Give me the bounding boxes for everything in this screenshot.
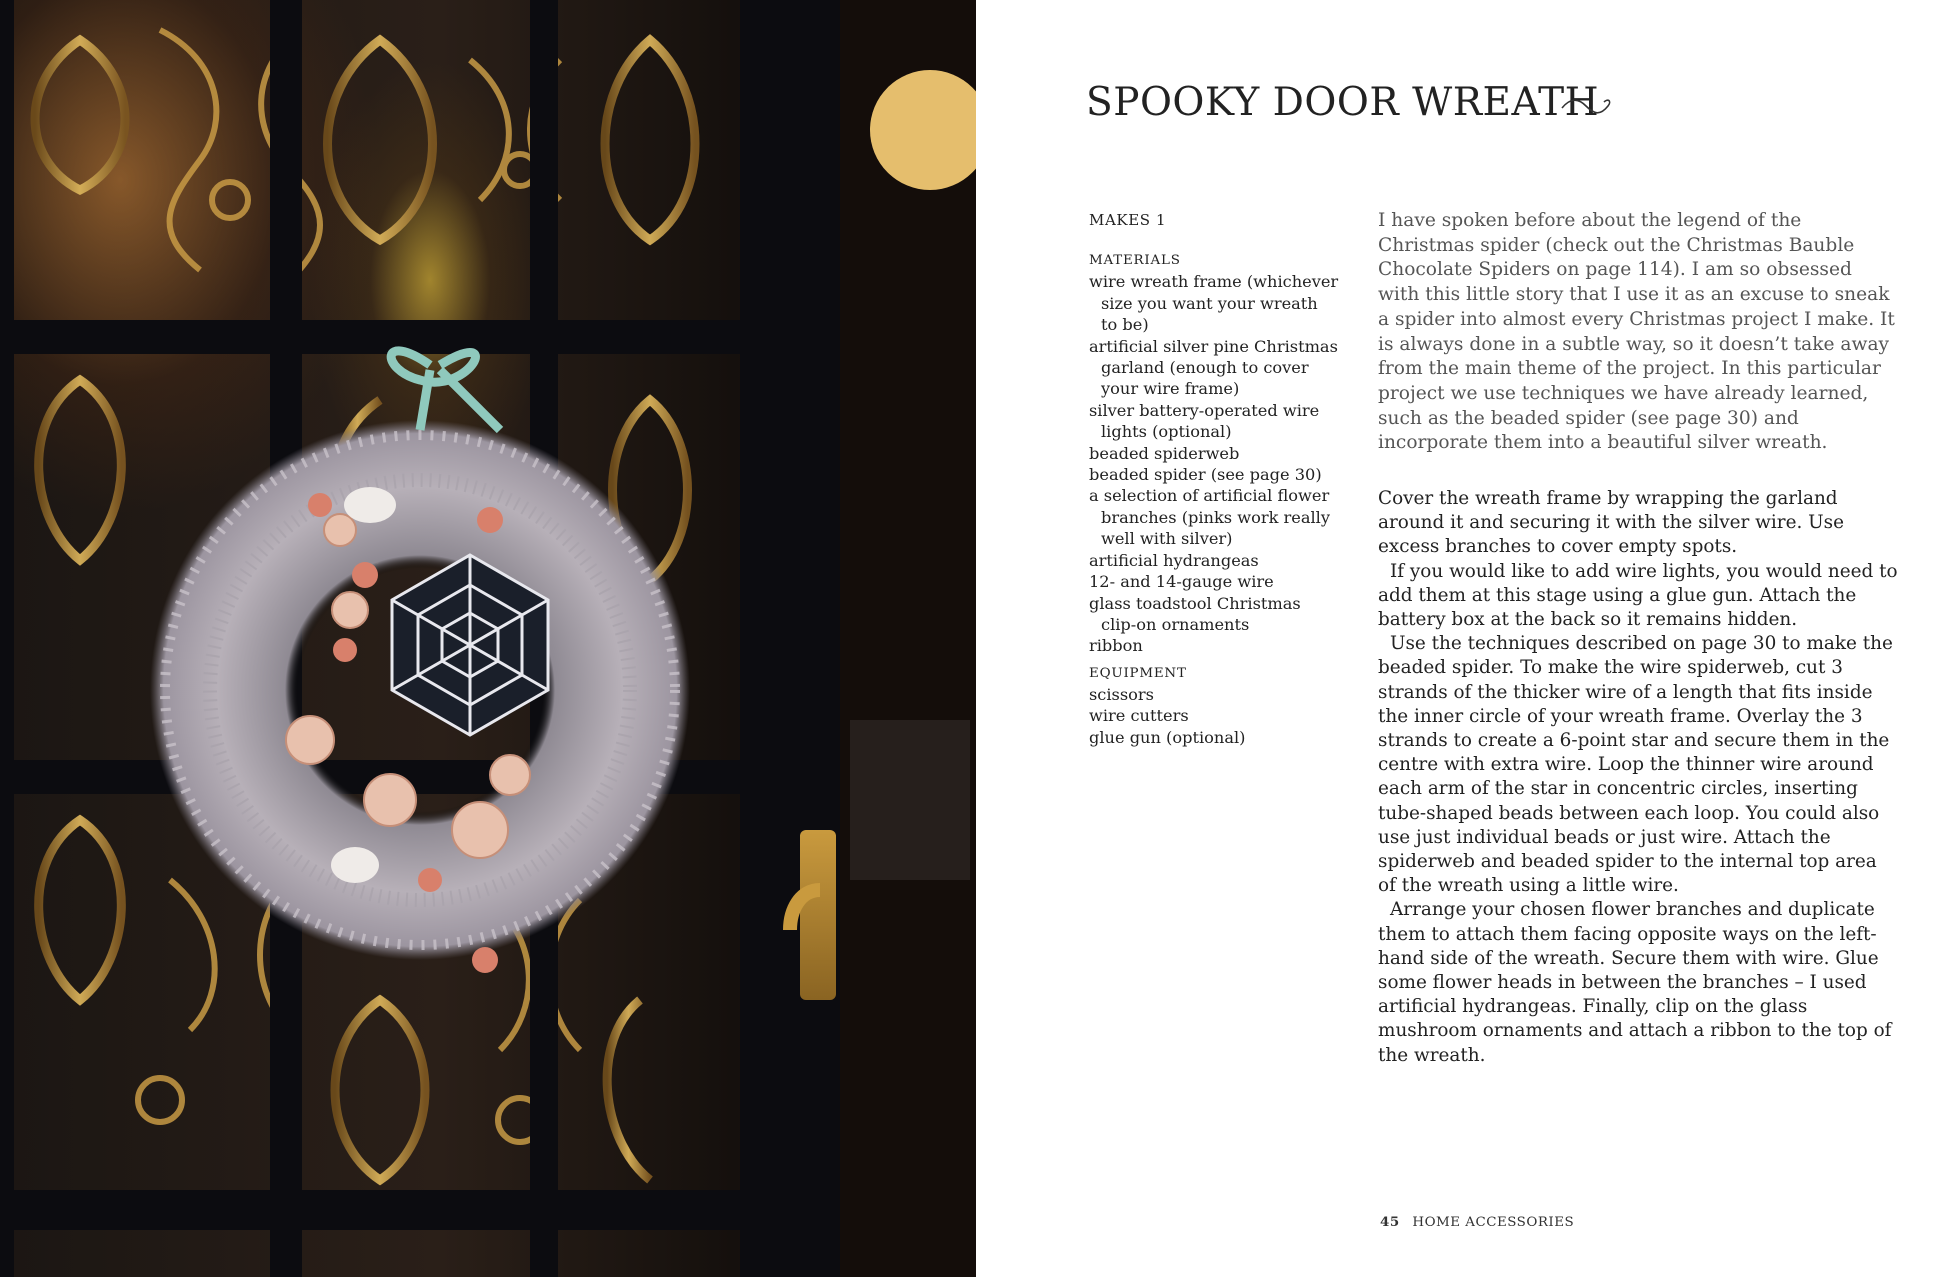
method-text: [1378, 487, 1898, 1068]
page-footer: [1380, 1214, 1574, 1230]
materials-sidebar: [1089, 210, 1339, 748]
list-item: wire cutters: [1089, 706, 1189, 726]
method-paragraph: Cover the wreath frame by wrapping the garland around it and securing it with the silver wire. Use excess branches to cover empty spots.: [1378, 488, 1844, 558]
mushroom-ornament: [344, 487, 396, 523]
equipment-heading: EQUIPMENT: [1089, 665, 1187, 681]
list-item: a selection of artificial flower branches (pinks work really well with silver): [1089, 486, 1331, 549]
ribbon: [391, 351, 500, 430]
list-item: ribbon: [1089, 636, 1143, 656]
list-item: scissors: [1089, 684, 1154, 704]
section-name: HOME ACCESSORIES: [1412, 1215, 1575, 1230]
list-item: glass toadstool Christmas clip-on ornaments: [1089, 593, 1301, 634]
method-paragraph: Arrange your chosen flower branches and duplicate them to attach them facing opposite ways on the left-hand side of the wreath. Secure them with wire. Glue some flower heads in between the branches – I used artificial hydrangeas. Finally, clip on the glass mushroom ornaments and attach a ribbon to the top of the wreath.: [1378, 899, 1892, 1066]
makes-label: MAKES 1: [1089, 211, 1167, 229]
list-item: artificial silver pine Christmas garland (enough to cover your wire frame): [1089, 336, 1338, 399]
door-handle: [800, 830, 836, 1000]
list-item: beaded spider (see page 30): [1089, 465, 1322, 485]
mushroom-ornament: [331, 847, 379, 883]
materials-heading: MATERIALS: [1089, 253, 1181, 269]
equipment-list: [1089, 684, 1339, 748]
page-number: 45: [1380, 1214, 1400, 1230]
list-item: silver battery-operated wire lights (optional): [1089, 400, 1320, 442]
list-item: glue gun (optional): [1089, 727, 1246, 747]
materials-list: [1089, 271, 1339, 656]
page-title: SPOOKY DOOR WREATH: [1086, 80, 1600, 125]
wreath: [150, 351, 690, 973]
list-item: beaded spiderweb: [1089, 443, 1240, 463]
list-item: artificial hydrangeas: [1089, 550, 1259, 570]
intro-paragraph: I have spoken before about the legend of the Christmas spider (check out the Christmas Bauble Chocolate Spiders on page 114). I am so obsessed with this little story that I use it as an excuse to sneak a spider into almost every Christmas project I make. It is always done in a subtle way, so it doesn’t take away from the main theme of the project. In this particular project we use techniques we have already learned, such as the beaded spider (see page 30) and incorporate them into a beautiful silver wreath.: [1378, 210, 1895, 454]
method-paragraph: Use the techniques described on page 30 to make the beaded spider. To make the wire spiderweb, cut 3 strands of the thicker wire of a length that fits inside the inner circle of your wreath frame. Overlay the 3 strands to create a 6-point star and secure them in the centre with extra wire. Loop the thinner wire around each arm of the star in concentric circles, inserting tube-shaped beads between each loop. You could also use just individual beads or just wire. Attach the spiderweb and beaded spider to the internal top area of the wreath using a little wire.: [1378, 633, 1893, 897]
flourish-icon: [1560, 96, 1616, 118]
list-item: 12- and 14-gauge wire: [1089, 572, 1274, 592]
method-paragraph: If you would like to add wire lights, you would need to add them at this stage using a glue gun. Attach the battery box at the back so it remains hidden.: [1378, 560, 1898, 631]
list-item: wire wreath frame (whichever size you want your wreath to be): [1089, 272, 1339, 335]
